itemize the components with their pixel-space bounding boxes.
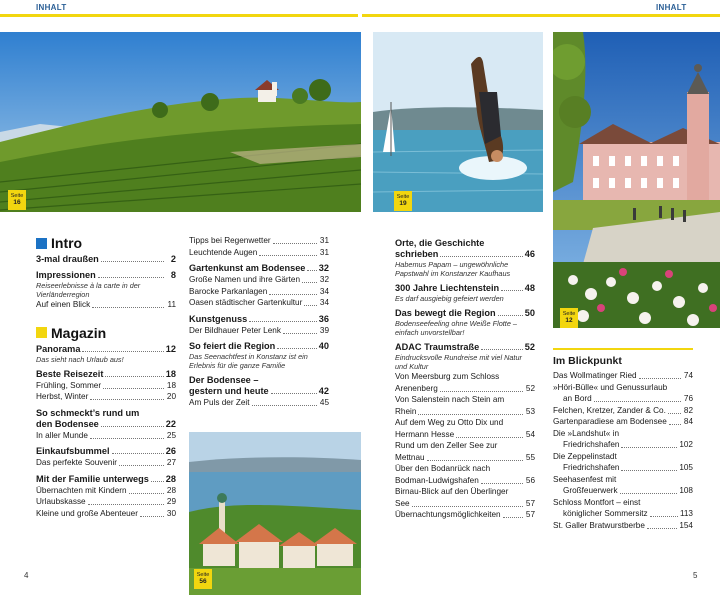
toc-page-number: 20 [166,392,176,401]
toc-page-number: 108 [679,486,693,495]
toc-page-number: 45 [319,398,329,407]
toc-entry-row[interactable] [189,248,329,259]
yellow-rule [553,348,693,350]
badge-number: 19 [399,199,407,207]
toc-entry-title: Panorama [36,343,81,354]
toc-list-magazin [36,344,176,520]
toc-entry-title: Übernachtungsmöglichkeiten [395,510,501,519]
toc-chapter-row[interactable] [395,283,535,294]
toc-entry-row[interactable] [553,475,693,486]
section-heading-magazin [36,325,176,341]
toc-entry-row[interactable] [395,464,535,475]
toc-page-number: 102 [679,440,693,449]
running-header-left: INHALT [36,3,67,12]
toc-entry-row[interactable] [36,509,176,520]
toc-entry-title: Der Bildhauer Peter Lenk [189,325,281,335]
toc-entry-title: Die »Landshut« in [553,428,620,438]
page-number-left: 4 [24,571,29,580]
toc-entry-row[interactable] [395,395,535,406]
dot-leader [252,405,317,406]
dot-leader [112,453,164,454]
toc-chapter-row[interactable] [36,419,176,430]
toc-entry-title: Übernachten mit Kindern [36,485,127,495]
toc-entry-row[interactable] [395,476,535,487]
badge-label: Seite [196,572,210,578]
toc-page-number: 105 [679,463,693,472]
toc-page-number: 154 [679,520,693,530]
badge-label: Seite [396,194,410,200]
toc-page-number: 27 [166,458,176,467]
toc-column-3 [395,236,535,521]
toc-entry-title: Der Bodensee – [189,375,259,385]
toc-entry-title: Das bewegt die Region [395,308,496,318]
toc-entry-title: Impressionen [36,270,96,280]
toc-entry-row[interactable] [553,521,693,532]
toc-page-number: 28 [165,473,176,484]
toc-entry-title: Das Wollmatinger Ried [553,371,637,380]
dot-leader [621,447,677,448]
toc-page-number: 2 [170,254,176,264]
toc-entry-title: Beste Reisezeit [36,368,104,379]
dot-leader [503,517,523,518]
toc-entry-title: See [395,498,410,508]
toc-entry-title: Einkaufsbummel [36,446,110,456]
toc-subtitle: Eindrucksvolle Rundreise mit viel Natur und Kultur [395,353,522,371]
dot-leader [668,413,681,414]
dot-leader [82,351,163,352]
toc-entry-title: Friedrichshafen [563,440,620,449]
toc-page-number: 18 [166,380,176,390]
toc-entry-row[interactable] [395,441,535,452]
toc-entry-row[interactable] [395,430,535,441]
toc-page-number: 57 [525,498,535,508]
toc-subtitle: Reiseerlebnisse à la carte in der Vierländerregion [36,281,141,299]
toc-entry-title: So feiert die Region [189,341,276,351]
toc-list-intro [36,254,176,311]
toc-page-number: 29 [166,497,176,506]
square-marker-icon [36,327,47,338]
dot-leader [105,376,163,377]
toc-page-number: 53 [525,406,535,416]
toc-page-number: 11 [167,300,176,309]
dot-leader [304,305,317,306]
toc-entry-row[interactable] [553,371,693,382]
badge-number: 12 [565,316,573,324]
toc-entry-row[interactable] [189,398,329,409]
toc-chapter-row[interactable] [36,474,176,485]
dot-leader [647,528,677,529]
toc-page-number: 56 [525,475,535,485]
toc-entry-row[interactable] [189,275,329,286]
dot-leader [302,282,317,283]
toc-entry-row[interactable] [395,407,535,418]
toc-entry-row[interactable] [553,417,693,428]
page-badge [394,191,412,211]
toc-page-number: 40 [318,341,329,351]
toc-entry-row[interactable] [395,418,535,429]
dot-leader [101,426,164,427]
toc-entry-row[interactable] [36,431,176,442]
toc-page-number: 113 [679,509,693,518]
toc-page-number: 76 [683,394,693,403]
section-title: Magazin [51,324,107,341]
toc-subtitle: Bodenseefeeling ohne Weiße Flotte – einfach unvorstellbar! [395,319,517,337]
toc-entry-row[interactable] [395,499,535,510]
toc-entry-title: Über den Bodanrück nach [395,464,491,473]
toc-page-number: 84 [683,417,693,426]
toc-entry-title: Herbst, Winter [36,392,89,401]
photo-lakeside-town [189,432,361,595]
toc-chapter-row[interactable] [189,341,329,352]
toc-page-number: 52 [524,342,535,352]
toc-entry-row[interactable] [189,326,329,337]
toc-page-number: 42 [318,386,329,396]
toc-entry-row[interactable] [395,453,535,464]
toc-chapter-row[interactable] [395,249,535,260]
toc-entry-title: Große Namen und ihre Gärten [189,275,301,284]
toc-entry-row[interactable] [189,236,329,247]
toc-column-4 [553,348,693,531]
dot-leader [498,315,523,316]
toc-entry-title: So schmeckt’s rund um [36,407,140,418]
toc-entry-row[interactable] [553,383,693,394]
toc-entry-row[interactable] [36,392,176,403]
toc-page-number: 57 [525,510,535,519]
toc-entry-row[interactable] [553,429,693,440]
toc-page-number: 34 [319,298,329,307]
toc-chapter-row[interactable] [36,408,176,419]
toc-chapter-row[interactable] [36,446,176,457]
toc-page-number: 36 [318,313,329,324]
badge-number: 56 [199,577,207,585]
running-header-right: INHALT [656,3,687,12]
toc-entry-title: Das perfekte Souvenir [36,458,118,467]
dot-leader [277,348,316,349]
toc-entry-title: Kunstgenuss [189,313,248,324]
dot-leader [501,290,523,291]
toc-chapter-row[interactable] [189,263,329,274]
toc-entry-title: 3-mal draußen [36,254,99,264]
dot-leader [98,277,164,278]
toc-entry-title: Birnau-Blick auf den Überlinger [395,487,509,496]
photo-vineyard-chapel [0,32,361,212]
toc-column-2 [189,236,329,409]
toc-chapter-row[interactable] [189,314,329,325]
toc-entry-title: Hermann Hesse [395,429,455,439]
page-badge [8,190,26,210]
dot-leader [620,493,678,494]
toc-page-number: 52 [525,383,535,393]
header-rule-left [0,14,358,17]
toc-page-number: 55 [525,452,535,462]
toc-entry-row[interactable] [553,394,693,405]
toc-entry-title: Arenenberg [395,383,438,393]
toc-page-number: 82 [683,405,693,415]
toc-page-number: 26 [165,446,176,456]
photo-castle-tulips [553,32,720,328]
toc-page-number: 48 [524,283,535,293]
toc-entry-row[interactable] [189,298,329,309]
toc-entry-title: Bodman-Ludwigshafen [395,475,479,485]
section-title: Intro [51,235,83,251]
dot-leader [283,333,317,334]
toc-page-number: 18 [165,368,176,379]
square-marker-icon [36,238,47,249]
toc-entry-row[interactable] [395,384,535,395]
toc-page-number: 50 [524,308,535,318]
toc-page-number: 34 [319,286,329,296]
dot-leader [594,401,681,402]
toc-page-number: 39 [319,325,329,335]
dot-leader [669,424,681,425]
toc-entry-row[interactable] [36,497,176,508]
toc-entry-title: Orte, die Geschichte [395,238,485,248]
toc-subtitle: Es darf ausgiebig gefeiert werden [395,294,504,303]
dot-leader [440,256,522,257]
dot-leader [440,391,523,392]
toc-entry-row[interactable] [553,509,693,520]
dot-leader [639,378,681,379]
toc-entry-title: an Bord [563,394,592,403]
toc-entry-row[interactable] [553,463,693,474]
toc-entry-title: In aller Munde [36,430,88,440]
toc-chapter-row[interactable] [189,375,329,386]
toc-page-number: 30 [166,508,176,518]
toc-column-1 [36,235,176,519]
toc-page-number: 32 [318,263,329,273]
toc-entry-title: ADAC Traumstraße [395,342,480,352]
toc-entry-title: »Höri-Bülle« und Genussurlaub [553,382,668,392]
toc-entry-row[interactable] [553,486,693,497]
dot-leader [103,388,164,389]
toc-page-number: 32 [319,275,329,284]
toc-entry-row[interactable] [395,487,535,498]
toc-page-number: 12 [165,343,176,354]
toc-entry-title: Tipps bei Regenwetter [189,236,271,245]
page-badge [560,308,578,328]
toc-page-number: 22 [165,418,176,429]
toc-entry-title: Kleine und große Abenteuer [36,508,138,518]
toc-entry-row[interactable] [36,381,176,392]
toc-subtitle: Das sieht nach Urlaub aus! [36,354,124,364]
toc-entry-row[interactable] [553,440,693,451]
toc-entry-title: Urlaubskasse [36,497,86,506]
toc-entry-row[interactable] [36,486,176,497]
toc-entry-title: Die Zeppelinstadt [553,451,617,461]
toc-entry-title: Schloss Montfort – einst [553,497,641,507]
dot-leader [151,481,164,482]
toc-entry-title: Gartenparadiese am Bodensee [553,417,667,426]
toc-entry-title: Von Salenstein nach Stein am [395,395,505,404]
page-badge [194,569,212,589]
dot-leader [621,470,677,471]
toc-entry-title: Oasen städtischer Gartenkultur [189,298,303,307]
section-title-im-blickpunkt: Im Blickpunkt [553,355,622,367]
toc-entry-title: Felchen, Kretzer, Zander & Co. [553,405,666,415]
page-number-right: 5 [693,571,698,580]
dot-leader [273,243,317,244]
toc-chapter-row[interactable] [36,254,176,265]
toc-entry-row[interactable] [395,372,535,383]
toc-entry-row[interactable] [553,452,693,463]
toc-entry-title: Großfeuerwerk [563,486,618,495]
toc-entry-title: 300 Jahre Liechtenstein [395,283,500,293]
dot-leader [129,493,164,494]
toc-chapter-row[interactable] [395,238,535,249]
badge-number: 16 [13,198,21,206]
toc-entry-title: Rhein [395,406,417,416]
toc-entry-row[interactable] [36,300,176,311]
toc-chapter-row[interactable] [395,308,535,319]
dot-leader [412,506,523,507]
dot-leader [101,261,164,262]
dot-leader [259,255,317,256]
dot-leader [481,349,523,350]
dot-leader [269,294,317,295]
toc-page-number: 31 [319,247,329,257]
toc-entry-title: Am Puls der Zeit [189,398,250,407]
toc-entry-title: Barocke Parkanlagen [189,286,268,296]
toc-list-im-blickpunkt [553,371,693,531]
toc-subtitle: Habemus Papam – ungewöhnliche Papstwahl im Konstanzer Kaufhaus [395,260,511,278]
toc-page-number: 8 [170,270,176,280]
dot-leader [650,516,678,517]
toc-entry-title: Friedrichshafen [563,463,620,472]
dot-leader [140,516,164,517]
badge-label: Seite [10,193,24,199]
toc-subtitle: Das Seenachtfest in Konstanz ist ein Erlebnis für die ganze Familie [189,352,308,370]
toc-chapter-row[interactable] [36,270,176,281]
dot-leader [271,393,317,394]
toc-entry-title: Mit der Familie unterwegs [36,473,149,484]
toc-entry-row[interactable] [189,287,329,298]
toc-page-number: 31 [319,236,329,245]
toc-entry-row[interactable] [395,510,535,521]
dot-leader [307,270,316,271]
toc-entry-title: schrieben [395,249,439,259]
toc-entry-title: Rund um den Zeller See zur [395,441,498,450]
dot-leader [90,399,164,400]
toc-entry-title: gestern und heute [189,386,269,396]
toc-entry-title: Mettnau [395,452,425,462]
toc-entry-title: königlicher Sommersitz [563,509,648,518]
toc-entry-title: Gartenkunst am Bodensee [189,263,306,273]
toc-page-number: 54 [525,429,535,439]
toc-page-number: 74 [683,371,693,380]
section-heading-intro [36,235,176,251]
toc-entry-title: Frühling, Sommer [36,380,102,390]
toc-entry-title: Von Meersburg zum Schloss [395,372,500,381]
toc-entry-title: den Bodensee [36,418,99,429]
badge-label: Seite [562,311,576,317]
toc-entry-row[interactable] [36,458,176,469]
toc-page-number: 25 [166,430,176,440]
dot-leader [427,460,523,461]
dot-leader [456,437,523,438]
toc-page-number: 46 [524,249,535,259]
dot-leader [481,483,523,484]
dot-leader [418,414,523,415]
toc-entry-title: Seehasenfest mit [553,474,617,484]
toc-chapter-row[interactable] [36,369,176,380]
toc-chapter-row[interactable] [395,342,535,353]
photo-lake-swimmer [373,32,543,212]
toc-entry-title: Leuchtende Augen [189,247,258,257]
dot-leader [249,321,317,322]
toc-chapter-row[interactable] [189,386,329,397]
toc-entry-title: St. Galler Bratwurstberbe [553,520,645,530]
dot-leader [88,504,164,505]
toc-entry-title: Auf einen Blick [36,300,91,309]
header-rule-right [362,14,720,17]
toc-entry-row[interactable] [553,406,693,417]
toc-chapter-row[interactable] [36,344,176,355]
dot-leader [119,465,164,466]
dot-leader [92,307,164,308]
toc-entry-row[interactable] [553,498,693,509]
toc-page-number: 28 [166,485,176,495]
toc-entry-title: Auf dem Weg zu Otto Dix und [395,418,504,427]
dot-leader [90,438,164,439]
